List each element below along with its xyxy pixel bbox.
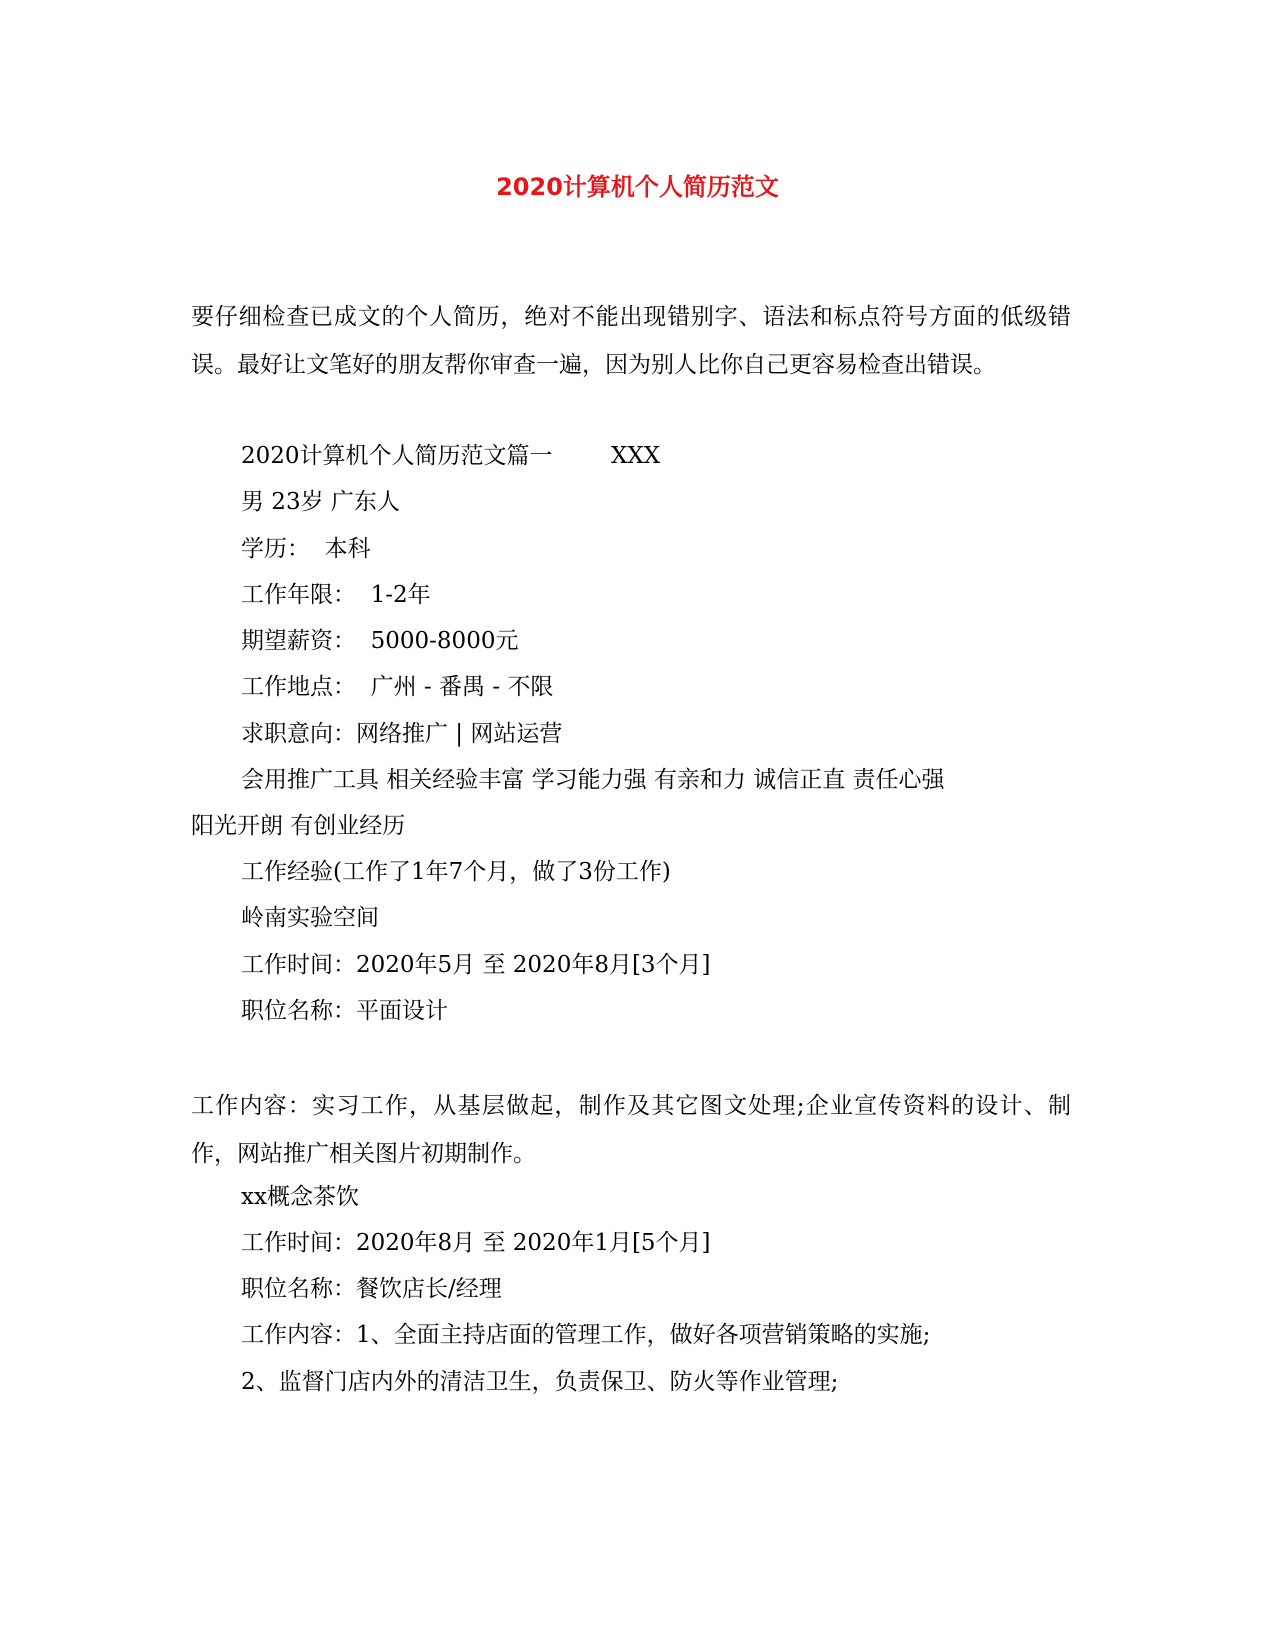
work-years-line: 工作年限： 1-2年 [241, 582, 431, 608]
job-intention-line: 求职意向：网络推广 | 网站运营 [241, 721, 563, 747]
skills-continued-line: 阳光开朗 有创业经历 [191, 813, 406, 839]
company-1-name: 岭南实验空间 [241, 905, 379, 931]
resume-heading-line: 2020计算机个人简历范文篇一 XXX [241, 443, 661, 469]
company-2-content-item-2: 2、监督门店内外的清洁卫生，负责保卫、防火等作业管理; [241, 1369, 839, 1395]
experience-summary-line: 工作经验(工作了1年7个月，做了3份工作) [241, 859, 671, 885]
skills-line: 会用推广工具 相关经验丰富 学习能力强 有亲和力 诚信正直 责任心强 [241, 767, 945, 793]
company-2-name: xx概念茶饮 [241, 1184, 359, 1210]
company-2-period: 工作时间：2020年8月 至 2020年1月[5个月] [241, 1230, 711, 1256]
company-2-position: 职位名称：餐饮店长/经理 [241, 1276, 502, 1302]
location-line: 工作地点： 广州 - 番禺 - 不限 [241, 674, 554, 700]
education-line: 学历： 本科 [241, 536, 371, 562]
company-1-work-content: 工作内容：实习工作，从基层做起，制作及其它图文处理;企业宣传资料的设计、制作，网站推广相关图片初期制作。 [191, 1093, 1071, 1167]
salary-line: 期望薪资： 5000-8000元 [241, 628, 519, 654]
company-2-content-item-1: 工作内容：1、全面主持店面的管理工作，做好各项营销策略的实施; [241, 1322, 931, 1348]
document-title: 2020计算机个人简历范文 [496, 173, 779, 201]
company-1-period: 工作时间：2020年5月 至 2020年8月[3个月] [241, 952, 711, 978]
gender-age-line: 男 23岁 广东人 [241, 489, 400, 515]
intro-paragraph: 要仔细检查已成文的个人简历，绝对不能出现错别字、语法和标点符号方面的低级错误。最好让文笔好的朋友帮你审查一遍，因为别人比你自己更容易检查出错误。 [191, 304, 1071, 378]
company-1-position: 职位名称：平面设计 [241, 998, 448, 1024]
